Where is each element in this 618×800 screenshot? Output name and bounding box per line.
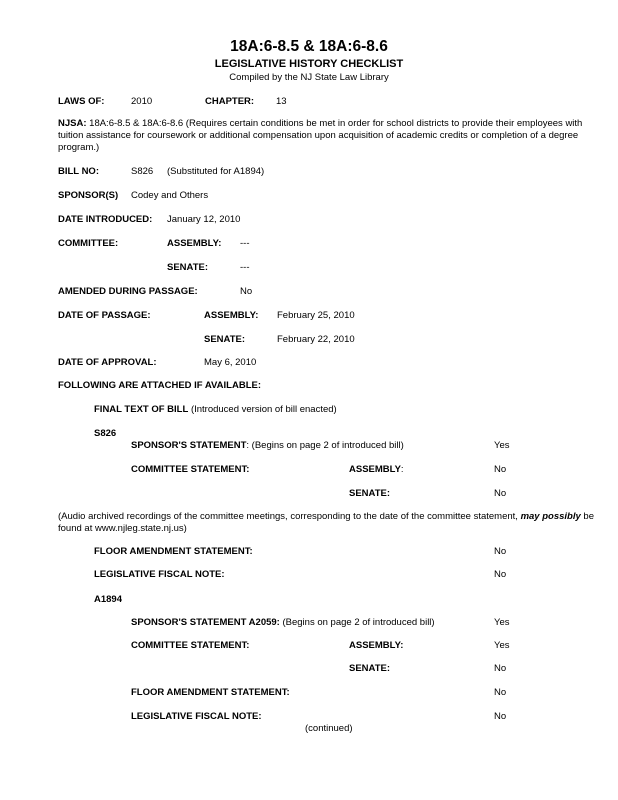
s826-floor-amendment-value: No	[494, 546, 507, 557]
s826-fiscal-note-label: LEGISLATIVE FISCAL NOTE:	[94, 569, 225, 580]
laws-of-label: LAWS OF:	[58, 96, 105, 107]
committee-label: COMMITTEE:	[58, 238, 119, 249]
s826-heading: S826	[94, 428, 117, 439]
audio-note-emphasis: may possibly	[520, 511, 581, 522]
chapter-label: CHAPTER:	[205, 96, 255, 107]
final-text-label: FINAL TEXT OF BILL	[94, 404, 189, 415]
s826-sponsor-statement-label: SPONSOR'S STATEMENT	[131, 440, 247, 451]
committee-assembly-label: ASSEMBLY:	[167, 238, 222, 249]
a1894-sponsor-statement-note: (Begins on page 2 of introduced bill)	[279, 617, 435, 628]
committee-senate-value: ---	[240, 262, 250, 273]
chapter-value: 13	[276, 96, 287, 107]
bill-no-value: S826	[131, 166, 154, 177]
continued-footer: (continued)	[305, 723, 353, 734]
date-of-passage-label: DATE OF PASSAGE:	[58, 310, 151, 321]
page-title: 18A:6-8.5 & 18A:6-8.6	[230, 38, 388, 55]
final-text-row	[94, 404, 337, 415]
date-of-approval-label: DATE OF APPROVAL:	[58, 357, 157, 368]
a1894-sponsor-statement-label: SPONSOR'S STATEMENT A2059:	[131, 617, 280, 628]
s826-assembly-row	[349, 464, 404, 475]
a1894-floor-amendment-value: No	[494, 687, 507, 698]
njsa-label: NJSA:	[58, 118, 87, 129]
a1894-sponsor-statement-row	[131, 617, 435, 628]
passage-assembly-value: February 25, 2010	[277, 310, 355, 321]
audio-note-text-before: (Audio archived recordings of the committee meetings, corresponding to the date of the committee statement,	[58, 511, 521, 522]
compiled-by: Compiled by the NJ State Law Library	[229, 72, 389, 83]
s826-fiscal-note-value: No	[494, 569, 507, 580]
passage-assembly-label: ASSEMBLY:	[204, 310, 259, 321]
a1894-heading: A1894	[94, 594, 122, 605]
a1894-assembly-value: Yes	[494, 640, 510, 651]
s826-assembly-value: No	[494, 464, 507, 475]
a1894-committee-statement-label: COMMITTEE STATEMENT:	[131, 640, 250, 651]
passage-senate-value: February 22, 2010	[277, 334, 355, 345]
a1894-assembly-label: ASSEMBLY:	[349, 640, 404, 651]
amended-label: AMENDED DURING PASSAGE:	[58, 286, 198, 297]
laws-of-value: 2010	[131, 96, 153, 107]
bill-no-label: BILL NO:	[58, 166, 99, 177]
following-attached-heading: FOLLOWING ARE ATTACHED IF AVAILABLE:	[58, 380, 261, 391]
final-text-note: (Introduced version of bill enacted)	[190, 404, 337, 415]
a1894-sponsor-statement-value: Yes	[494, 617, 510, 628]
page-subtitle: LEGISLATIVE HISTORY CHECKLIST	[214, 58, 404, 70]
njsa-text: 18A:6-8.5 & 18A:6-8.6 (Requires certain conditions be met in order for school districts to provide their employees with tuition assistance for coursework or additional compensation upon acquisition of academic credits or completion of a degree program.)	[58, 118, 583, 153]
s826-assembly-colon: :	[400, 464, 404, 475]
s826-sponsor-statement-value: Yes	[494, 440, 510, 451]
date-of-approval-value: May 6, 2010	[204, 357, 257, 368]
a1894-fiscal-note-value: No	[494, 711, 507, 722]
a1894-floor-amendment-label: FLOOR AMENDMENT STATEMENT:	[131, 687, 290, 698]
date-introduced-value: January 12, 2010	[167, 214, 241, 225]
amended-value: No	[240, 286, 253, 297]
date-introduced-label: DATE INTRODUCED:	[58, 214, 153, 225]
s826-committee-statement-label: COMMITTEE STATEMENT:	[131, 464, 250, 475]
s826-sponsor-statement-row	[131, 440, 404, 451]
njsa-paragraph	[58, 118, 606, 154]
sponsors-label: SPONSOR(S)	[58, 190, 119, 201]
committee-assembly-value: ---	[240, 238, 250, 249]
audio-note-text-after: be found at www.njleg.state.nj.us)	[58, 511, 594, 534]
committee-senate-label: SENATE:	[167, 262, 208, 273]
a1894-senate-label: SENATE:	[349, 663, 390, 674]
s826-senate-label: SENATE:	[349, 488, 390, 499]
audio-archive-note	[58, 511, 606, 535]
bill-substitution-note: (Substituted for A1894)	[167, 166, 265, 177]
passage-senate-label: SENATE:	[204, 334, 245, 345]
s826-senate-value: No	[494, 488, 507, 499]
sponsors-value: Codey and Others	[131, 190, 209, 201]
a1894-senate-value: No	[494, 663, 507, 674]
s826-sponsor-statement-note: : (Begins on page 2 of introduced bill)	[246, 440, 404, 451]
a1894-fiscal-note-label: LEGISLATIVE FISCAL NOTE:	[131, 711, 262, 722]
s826-floor-amendment-label: FLOOR AMENDMENT STATEMENT:	[94, 546, 253, 557]
s826-assembly-label: ASSEMBLY	[349, 464, 401, 475]
